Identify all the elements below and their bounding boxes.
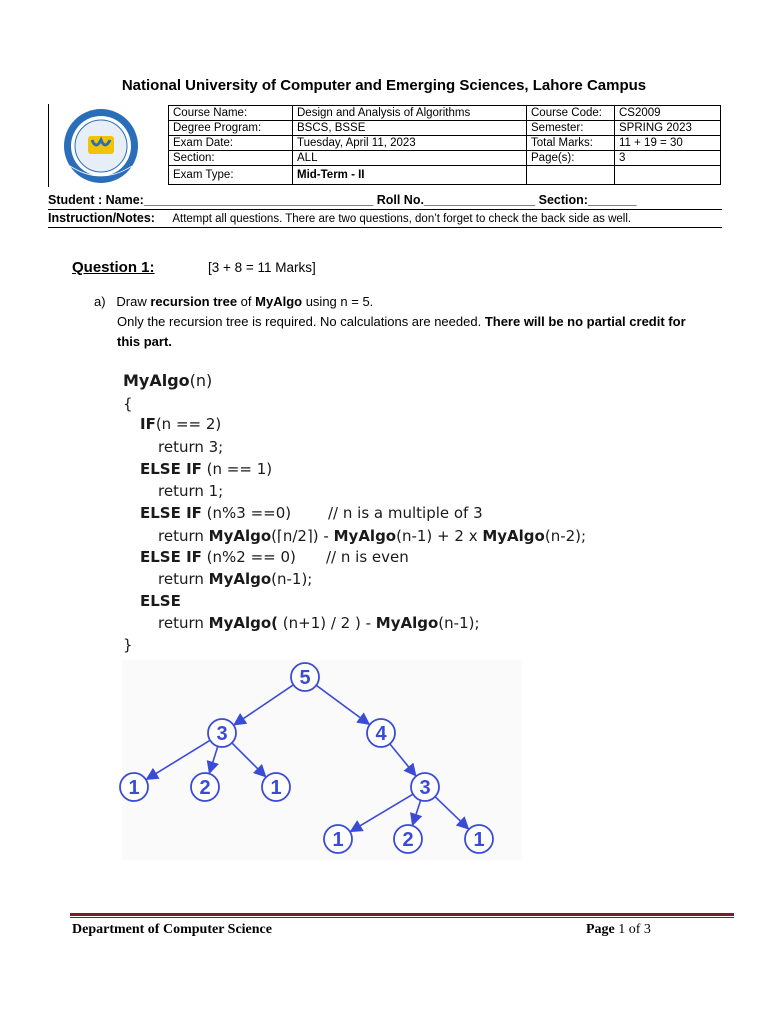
instructions-label: Instruction/Notes: bbox=[48, 211, 155, 225]
code-text: (n%2 == 0) bbox=[201, 548, 296, 566]
code-text: (n) bbox=[189, 371, 213, 390]
code-fn: MyAlgo bbox=[375, 614, 439, 632]
footer-rule bbox=[70, 917, 734, 918]
code-comment: // n is even bbox=[326, 548, 409, 566]
footer-department: Department of Computer Science bbox=[72, 922, 272, 937]
course-name-value: Design and Analysis of Algorithms bbox=[293, 106, 527, 121]
code-fn: MyAlgo( bbox=[208, 614, 278, 632]
part-a-label: a) bbox=[94, 294, 106, 309]
text: Draw bbox=[116, 294, 151, 309]
section-label: Section: bbox=[169, 151, 293, 166]
code-keyword: ELSE IF bbox=[140, 460, 202, 478]
tree-node-label: 1 bbox=[270, 777, 282, 799]
semester-label: Semester: bbox=[527, 121, 615, 136]
course-code-value: CS2009 bbox=[615, 106, 721, 121]
code-keyword: ELSE IF bbox=[140, 548, 202, 566]
instructions-text: Attempt all questions. There are two questions, don’t forget to check the back side as well. bbox=[172, 213, 632, 225]
tree-node-label: 2 bbox=[402, 829, 414, 851]
question-marks: [3 + 8 = 11 Marks] bbox=[208, 260, 316, 275]
student-info-line: Student : Name:_________________________________ Roll No.________________ Section:_______ bbox=[48, 193, 637, 207]
code-text: (n-1); bbox=[271, 570, 313, 588]
text: Only the recursion tree is required. No calculations are needed. bbox=[117, 314, 485, 329]
text: 1 of 3 bbox=[614, 922, 651, 937]
code-keyword: ELSE bbox=[140, 592, 181, 610]
text: of bbox=[237, 294, 256, 309]
pages-label: Page(s): bbox=[527, 151, 615, 166]
university-title: National University of Computer and Emerging Sciences, Lahore Campus bbox=[121, 77, 647, 94]
code-text: return bbox=[158, 527, 209, 545]
code-fn: MyAlgo bbox=[482, 527, 545, 545]
text-bold: recursion tree bbox=[150, 294, 238, 309]
code-text: (n == 1) bbox=[201, 460, 273, 478]
code-text: return bbox=[158, 570, 209, 588]
code-text: - bbox=[318, 527, 334, 545]
tree-node-label: 2 bbox=[199, 777, 211, 799]
tree-node-label: 3 bbox=[419, 777, 431, 799]
exam-type-label: Exam Type: bbox=[169, 166, 293, 185]
question-title: Question 1: bbox=[72, 259, 155, 276]
course-code-label: Course Code: bbox=[527, 106, 615, 121]
tree-edge bbox=[435, 797, 468, 829]
code-keyword: ELSE IF bbox=[140, 504, 202, 522]
code-line: return 3; bbox=[158, 438, 224, 456]
tree-edge bbox=[232, 743, 265, 776]
degree-label: Degree Program: bbox=[169, 121, 293, 136]
tree-edge bbox=[390, 744, 416, 776]
tree-node-label: 5 bbox=[299, 667, 311, 689]
semester-value: SPRING 2023 bbox=[615, 121, 721, 136]
tree-node-label: 3 bbox=[216, 723, 228, 745]
code-text: (n-2); bbox=[544, 527, 587, 545]
code-fn: MyAlgo bbox=[208, 527, 272, 545]
tree-edge bbox=[413, 800, 421, 824]
code-line: { bbox=[123, 395, 133, 413]
code-text: (n%3 ==0) bbox=[201, 504, 292, 522]
code-line: } bbox=[123, 636, 133, 654]
text-bold: this part. bbox=[117, 334, 172, 349]
text-bold: MyAlgo bbox=[255, 294, 303, 309]
exam-type-value: Mid-Term - II bbox=[293, 166, 527, 185]
degree-value: BSCS, BSSE bbox=[293, 121, 527, 136]
tree-node-label: 1 bbox=[473, 829, 485, 851]
tree-edge bbox=[234, 685, 293, 725]
pages-value: 3 bbox=[615, 151, 721, 166]
tree-edge bbox=[316, 685, 369, 724]
text-bold: Page bbox=[586, 922, 615, 937]
total-marks-label: Total Marks: bbox=[527, 136, 615, 151]
code-text: (n == 2) bbox=[155, 415, 222, 433]
footer-page-number bbox=[586, 922, 651, 938]
tree-node-label: 1 bbox=[128, 777, 140, 799]
code-text: (n-1) + 2 x bbox=[396, 527, 483, 545]
code-keyword: IF bbox=[140, 415, 156, 433]
exam-date-label: Exam Date: bbox=[169, 136, 293, 151]
code-text: (⌈n/2⌉) bbox=[271, 527, 319, 545]
code-fn: MyAlgo bbox=[123, 371, 190, 390]
code-text: (n-1); bbox=[438, 614, 480, 632]
section-value: ALL bbox=[293, 151, 527, 166]
tree-node-label: 4 bbox=[375, 723, 387, 745]
code-fn: MyAlgo bbox=[333, 527, 397, 545]
course-name-label: Course Name: bbox=[169, 106, 293, 121]
tree-node-label: 1 bbox=[332, 829, 344, 851]
code-text: (n+1) / 2 ) - bbox=[278, 614, 376, 632]
code-comment: // n is a multiple of 3 bbox=[328, 504, 483, 522]
code-text: return bbox=[158, 614, 209, 632]
footer-rule bbox=[70, 913, 734, 916]
text: using n = 5. bbox=[302, 294, 374, 309]
code-fn: MyAlgo bbox=[208, 570, 272, 588]
code-line: return 1; bbox=[158, 482, 224, 500]
exam-date-value: Tuesday, April 11, 2023 bbox=[293, 136, 527, 151]
total-marks-value: 11 + 19 = 30 bbox=[615, 136, 721, 151]
tree-edge bbox=[210, 746, 218, 772]
text-bold: There will be no partial credit for bbox=[484, 314, 686, 329]
